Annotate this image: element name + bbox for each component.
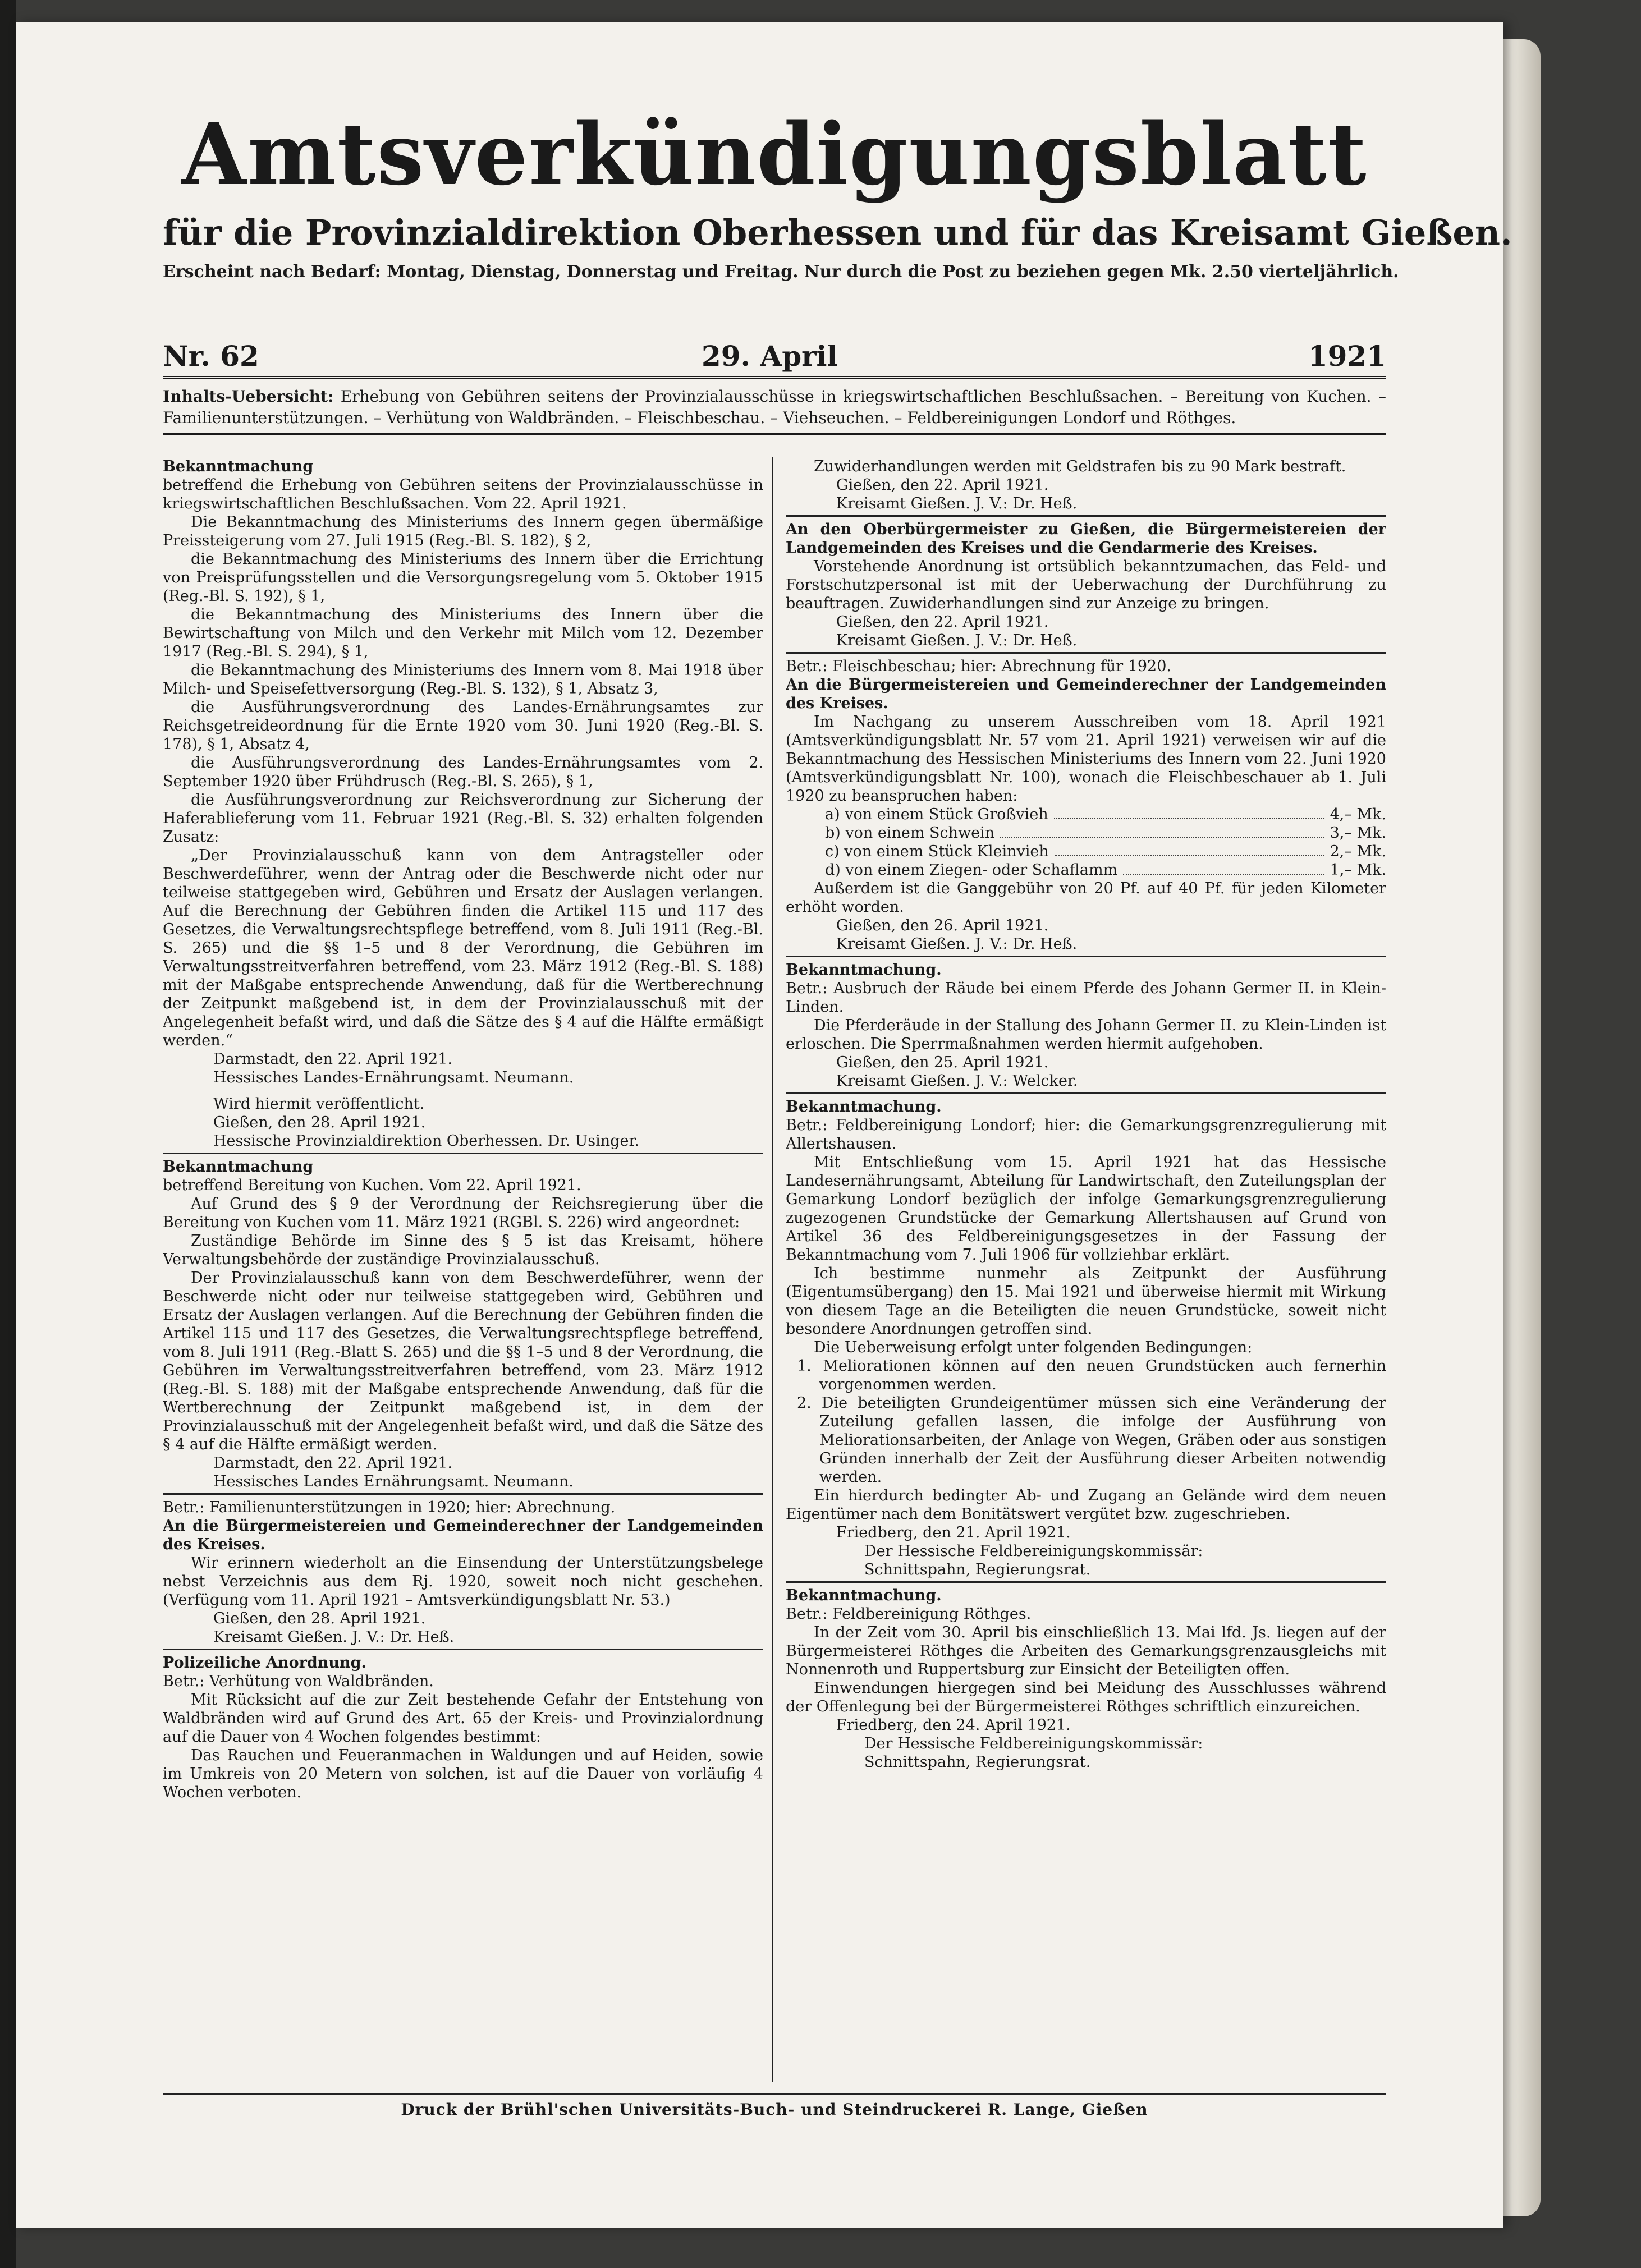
signature: Der Hessische Feldbereinigungskommissär: xyxy=(864,1542,1203,1560)
place-date: Gießen, den 22. April 1921. xyxy=(836,476,1049,494)
article-text: die Bekanntmachung des Ministeriums des Innern vom 8. Mai 1918 über Milch- und Speisefettversorgung (Reg.-Bl. S. 132), § 1, Absatz 3, xyxy=(163,662,763,697)
article-text: Die Bekanntmachung des Ministeriums des Innern gegen übermäßige Preissteigerung vom 27. Juli 1915 (Reg.-Bl. S. 182), § 2, xyxy=(163,513,763,549)
toc-text: Erhebung von Gebühren seitens der Provinzialausschüsse in kriegswirtschaftlichen Beschlußsachen. – Bereitung von Kuchen. – Familienunterstützungen. – Verhütung von Waldbränden. – Fleischbeschau. – Viehseuchen. – Feldbereinigungen Londorf und Röthges. xyxy=(163,387,1386,427)
place-date: Friedberg, den 24. April 1921. xyxy=(836,1716,1071,1734)
article-heading: Bekanntmachung xyxy=(163,458,314,475)
publish-note: Wird hiermit veröffentlicht. xyxy=(213,1095,425,1113)
article-heading: Bekanntmachung. xyxy=(786,961,942,979)
place-date: Friedberg, den 21. April 1921. xyxy=(836,1524,1071,1541)
signature: Kreisamt Gießen. J. V.: Dr. Heß. xyxy=(213,1628,455,1646)
place-date: Gießen, den 26. April 1921. xyxy=(836,917,1049,934)
issue-number: Nr. 62 xyxy=(163,339,259,373)
place-date: Gießen, den 25. April 1921. xyxy=(836,1054,1049,1071)
signature: Der Hessische Feldbereinigungskommissär: xyxy=(864,1735,1203,1752)
betreff-line: Betr.: Feldbereinigung Londorf; hier: die Gemarkungsgrenzregulierung mit Allertshausen. xyxy=(786,1117,1386,1153)
signature: Kreisamt Gießen. J. V.: Dr. Heß. xyxy=(836,632,1078,649)
place-date: Gießen, den 28. April 1921. xyxy=(213,1114,426,1131)
article-text: betreffend die Erhebung von Gebühren seitens der Provinzialausschüsse in kriegswirtschaftlichen Beschlußsachen. Vom 22. April 1921. xyxy=(163,476,763,512)
place-date: Gießen, den 28. April 1921. xyxy=(213,1610,426,1627)
right-column xyxy=(786,457,1386,2082)
article-text: Ein hierdurch bedingter Ab- und Zugang an Gelände wird dem neuen Eigentümer nach dem Bonitätswert vergütet bzw. zugeschrieben. xyxy=(786,1487,1386,1523)
signature: Hessisches Landes Ernährungsamt. Neumann. xyxy=(213,1473,574,1490)
article-quote: „Der Provinzialausschuß kann von dem Antragsteller oder Beschwerdeführer, wenn der Antrag oder die Beschwerde nicht oder nur teilweise stattgegeben wird, Gebühren und Ersatz der Auslagen verlangen. Auf die Berechnung der Gebühren finden die Artikel 115 und 117 des Gesetzes, die Verwaltungsrechtspflege betreffend, vom 8. Juli 1911 (Reg.-Bl. S. 265) und die §§ 1–5 und 8 der Verordnung, die Gebühren im Verwaltungsstreitverfahren betreffend, vom 23. März 1912 (Reg.-Bl. S. 188) mit der Maßgabe entsprechende Anwendung, daß für die Wertberechnung der Zeitpunkt maßgebend ist, in dem der Provinzialausschuß mit der Angelegenheit befaßt wird, und daß die Sätze des § 4 auf die Hälfte ermäßigt werden.“ xyxy=(163,847,763,1049)
issue-bar xyxy=(163,337,1386,379)
toc-label: Inhalts-Uebersicht: xyxy=(163,387,334,406)
article-text: Wir erinnern wiederholt an die Einsendung der Unterstützungsbelege nebst Verzeichnis aus dem Rj. 1920, soweit noch nicht geschehen. (Verfügung vom 11. April 1921 – Amtsverkündigungsblatt Nr. 53.) xyxy=(163,1554,763,1609)
article-text: die Ausführungsverordnung zur Reichsverordnung zur Sicherung der Haferablieferung vom 11. Februar 1921 (Reg.-Bl. S. 32) erhalten folgenden Zusatz: xyxy=(163,791,763,846)
fee-amount: 3,– Mk. xyxy=(1330,824,1386,842)
article-heading: An die Bürgermeistereien und Gemeinderechner der Landgemeinden des Kreises. xyxy=(163,1517,763,1553)
article-heading: Bekanntmachung. xyxy=(786,1587,942,1604)
issue-year: 1921 xyxy=(1308,339,1386,373)
fee-row xyxy=(786,824,1386,842)
fee-amount: 4,– Mk. xyxy=(1330,806,1386,823)
list-item: 2. Die beteiligten Grundeigentümer müssen sich eine Veränderung der Zuteilung gefallen lassen, die infolge der Ausführung von Meliorationsarbeiten, der Anlage von Wegen, Gräben oder aus sonstigen Gründen innerhalb der Zeit der Ausführung dieser Arbeiten notwendig werden. xyxy=(797,1394,1386,1486)
article-text: Die Ueberweisung erfolgt unter folgenden Bedingungen: xyxy=(814,1339,1253,1356)
article-heading: Bekanntmachung xyxy=(163,1158,314,1176)
article-text: Auf Grund des § 9 der Verordnung der Reichsregierung über die Bereitung von Kuchen vom 11. März 1921 (RGBl. S. 226) wird angeordnet: xyxy=(163,1195,763,1231)
masthead xyxy=(163,101,1512,286)
fee-row xyxy=(786,842,1386,861)
article-text: Einwendungen hiergegen sind bei Meidung des Ausschlusses während der Offenlegung bei der Bürgermeisterei Röthges schriftlich einzureichen. xyxy=(786,1679,1386,1715)
place-date: Darmstadt, den 22. April 1921. xyxy=(213,1050,452,1068)
printer-imprint: Druck der Brühl'schen Universitäts-Buch- und Steindruckerei R. Lange, Gießen xyxy=(163,2093,1386,2119)
article-text: Vorstehende Anordnung ist ortsüblich bekanntzumachen, das Feld- und Forstschutzpersonal ist mit der Ueberwachung der Durchführung zu beauftragen. Zuwiderhandlungen sind zur Anzeige zu bringen. xyxy=(786,558,1386,612)
article-text: die Ausführungsverordnung des Landes-Ernährungsamtes zur Reichsgetreideordnung für die Ernte 1920 vom 30. Juni 1920 (Reg.-Bl. S. 178), § 1, Absatz 4, xyxy=(163,699,763,753)
betreff-line: Betr.: Ausbruch der Räude bei einem Pferde des Johann Germer II. in Klein-Linden. xyxy=(786,980,1386,1016)
article-heading: Bekanntmachung. xyxy=(786,1098,942,1115)
article-text: die Bekanntmachung des Ministeriums des Innern über die Errichtung von Preisprüfungsstellen und die Versorgungsregelung vom 5. Oktober 1915 (Reg.-Bl. S. 192), § 1, xyxy=(163,550,763,605)
betreff-line: Betr.: Feldbereinigung Röthges. xyxy=(786,1605,1032,1623)
article-text: Der Provinzialausschuß kann von dem Beschwerdeführer, wenn der Beschwerde nicht oder nur teilweise stattgegeben wird, Gebühren und Ersatz der Auslagen verlangen. Auf die Berechnung der Gebühren finden die Artikel 115 und 117 des Gesetzes, die Verwaltungsrechtspflege betreffend, vom 8. Juli 1911 (Reg.-Blatt S. 265) und die §§ 1–5 und 8 der Verordnung, die Gebühren im Verwaltungsstreitverfahren betreffend, vom 23. März 1912 (Reg.-Bl. S. 188) mit der Maßgabe entsprechende Anwendung, daß für die Wertberechnung der Zeitpunkt maßgebend ist, in dem der Provinzialausschuß mit der Angelegenheit befaßt wird, und daß die Sätze des § 4 auf die Hälfte ermäßigt werden. xyxy=(163,1269,763,1453)
fee-label: c) von einem Stück Kleinvieh xyxy=(825,843,1049,860)
column-divider xyxy=(772,457,773,2082)
article-text: In der Zeit vom 30. April bis einschließlich 13. Mai lfd. Js. liegen auf der Bürgermeisterei Röthges die Arbeiten des Gemarkungsgrenzausgleichs mit Nonnenroth und Ruppertsburg zur Einsicht der Beteiligten offen. xyxy=(786,1624,1386,1678)
article-text: Ich bestimme nunmehr als Zeitpunkt der Ausführung (Eigentumsübergang) den 15. Mai 1921 und überweise hiermit mit Wirkung von diesem Tage an die Beteiligten die neuen Grundstücke, soweit nicht besondere Anordnungen getroffen sind. xyxy=(786,1265,1386,1338)
table-of-contents xyxy=(163,386,1386,435)
signature: Kreisamt Gießen. J. V.: Dr. Heß. xyxy=(836,495,1078,512)
article-separator xyxy=(163,1493,763,1495)
article-text: Zuwiderhandlungen werden mit Geldstrafen bis zu 90 Mark bestraft. xyxy=(814,458,1346,475)
place-date: Gießen, den 22. April 1921. xyxy=(836,613,1049,631)
article-heading: Polizeiliche Anordnung. xyxy=(163,1654,366,1672)
article-text: die Ausführungsverordnung des Landes-Ernährungsamtes vom 2. September 1920 über Frühdrusch (Reg.-Bl. S. 265), § 1, xyxy=(163,754,763,790)
left-column xyxy=(163,457,763,2082)
article-separator xyxy=(786,1092,1386,1094)
signature-name: Schnittspahn, Regierungsrat. xyxy=(864,1753,1091,1771)
article-separator xyxy=(786,515,1386,517)
article-separator xyxy=(786,1581,1386,1583)
article-text: Das Rauchen und Feueranmachen in Waldungen und auf Heiden, sowie im Umkreis von 20 Metern von solchen, ist auf die Dauer von vorläufig 4 Wochen verboten. xyxy=(163,1747,763,1801)
signature-name: Schnittspahn, Regierungsrat. xyxy=(864,1561,1091,1578)
masthead-frequency: Erscheint nach Bedarf: Montag, Dienstag, Donnerstag und Freitag. Nur durch die Post zu beziehen gegen Mk. 2.50 vierteljährlich. xyxy=(163,262,1399,282)
place-date: Darmstadt, den 22. April 1921. xyxy=(213,1454,452,1472)
newspaper-page xyxy=(16,22,1512,2228)
fee-row xyxy=(786,805,1386,824)
article-text: Im Nachgang zu unserem Ausschreiben vom 18. April 1921 (Amtsverkündigungsblatt Nr. 57 vom 21. April 1921) verweisen wir auf die Bekanntmachung des Hessischen Ministeriums des Innern vom 22. Juni 1920 (Amtsverkündigungsblatt Nr. 100), wonach die Fleischbeschauer ab 1. Juli 1920 zu beanspruchen haben: xyxy=(786,713,1386,805)
article-heading: An die Bürgermeistereien und Gemeinderechner der Landgemeinden des Kreises. xyxy=(786,676,1386,712)
signature: Kreisamt Gießen. J. V.: Dr. Heß. xyxy=(836,935,1078,953)
article-text: Mit Rücksicht auf die zur Zeit bestehende Gefahr der Entstehung von Waldbränden wird auf Grund des Art. 65 der Kreis- und Provinzialordnung auf die Dauer von 4 Wochen folgendes bestimmt: xyxy=(163,1691,763,1746)
issue-date: 29. April xyxy=(702,339,838,373)
article-text: Mit Entschließung vom 15. April 1921 hat das Hessische Landesernährungsamt, Abteilung für Landwirtschaft, den Zuteilungsplan der Gemarkung Londorf bezüglich der infolge Gemarkungsgrenzregulierung zugezogenen Grundstücke der Gemarkung Allertshausen auf Grund von Artikel 36 des Feldbereinigungsgesetzes in der Fassung der Bekanntmachung vom 7. Juli 1906 für vollziehbar erklärt. xyxy=(786,1154,1386,1264)
article-text: Außerdem ist die Ganggebühr von 20 Pf. auf 40 Pf. für jeden Kilometer erhöht worden. xyxy=(786,880,1386,916)
fee-label: b) von einem Schwein xyxy=(825,824,995,842)
signature: Hessische Provinzialdirektion Oberhessen. Dr. Usinger. xyxy=(213,1132,639,1150)
article-heading: An den Oberbürgermeister zu Gießen, die Bürgermeistereien der Landgemeinden des Kreises und die Gendarmerie des Kreises. xyxy=(786,521,1386,557)
betreff-line: Betr.: Verhütung von Waldbränden. xyxy=(163,1673,434,1690)
list-item: 1. Meliorationen können auf den neuen Grundstücken auch fernerhin vorgenommen werden. xyxy=(797,1357,1386,1393)
masthead-subtitle: für die Provinzialdirektion Oberhessen und für das Kreisamt Gießen. xyxy=(163,212,1512,253)
article-text: Zuständige Behörde im Sinne des § 5 ist das Kreisamt, höhere Verwaltungsbehörde der zuständige Provinzialausschuß. xyxy=(163,1232,763,1268)
betreff-line: Betr.: Familienunterstützungen in 1920; hier: Abrechnung. xyxy=(163,1499,616,1516)
article-separator xyxy=(786,652,1386,654)
fee-row xyxy=(786,861,1386,879)
article-separator xyxy=(786,956,1386,957)
masthead-title: Amtsverkündigungsblatt xyxy=(181,104,1368,204)
article-separator xyxy=(163,1153,763,1154)
scan-background-left xyxy=(0,0,16,2268)
article-text: betreffend Bereitung von Kuchen. Vom 22. April 1921. xyxy=(163,1177,581,1194)
fee-amount: 1,– Mk. xyxy=(1330,861,1386,879)
signature: Kreisamt Gießen. J. V.: Welcker. xyxy=(836,1072,1078,1090)
fee-label: a) von einem Stück Großvieh xyxy=(825,806,1048,823)
fee-amount: 2,– Mk. xyxy=(1330,843,1386,860)
article-separator xyxy=(163,1649,763,1650)
article-text: die Bekanntmachung des Ministeriums des Innern über die Bewirtschaftung von Milch und den Verkehr mit Milch vom 12. Dezember 1917 (Reg.-Bl. S. 294), § 1, xyxy=(163,606,763,660)
article-text: Die Pferderäude in der Stallung des Johann Germer II. zu Klein-Linden ist erloschen. Die Sperrmaßnahmen werden hiermit aufgehoben. xyxy=(786,1017,1386,1053)
signature: Hessisches Landes-Ernährungsamt. Neumann. xyxy=(213,1069,574,1086)
fee-label: d) von einem Ziegen- oder Schaflamm xyxy=(825,861,1118,879)
betreff-line: Betr.: Fleischbeschau; hier: Abrechnung für 1920. xyxy=(786,658,1171,675)
